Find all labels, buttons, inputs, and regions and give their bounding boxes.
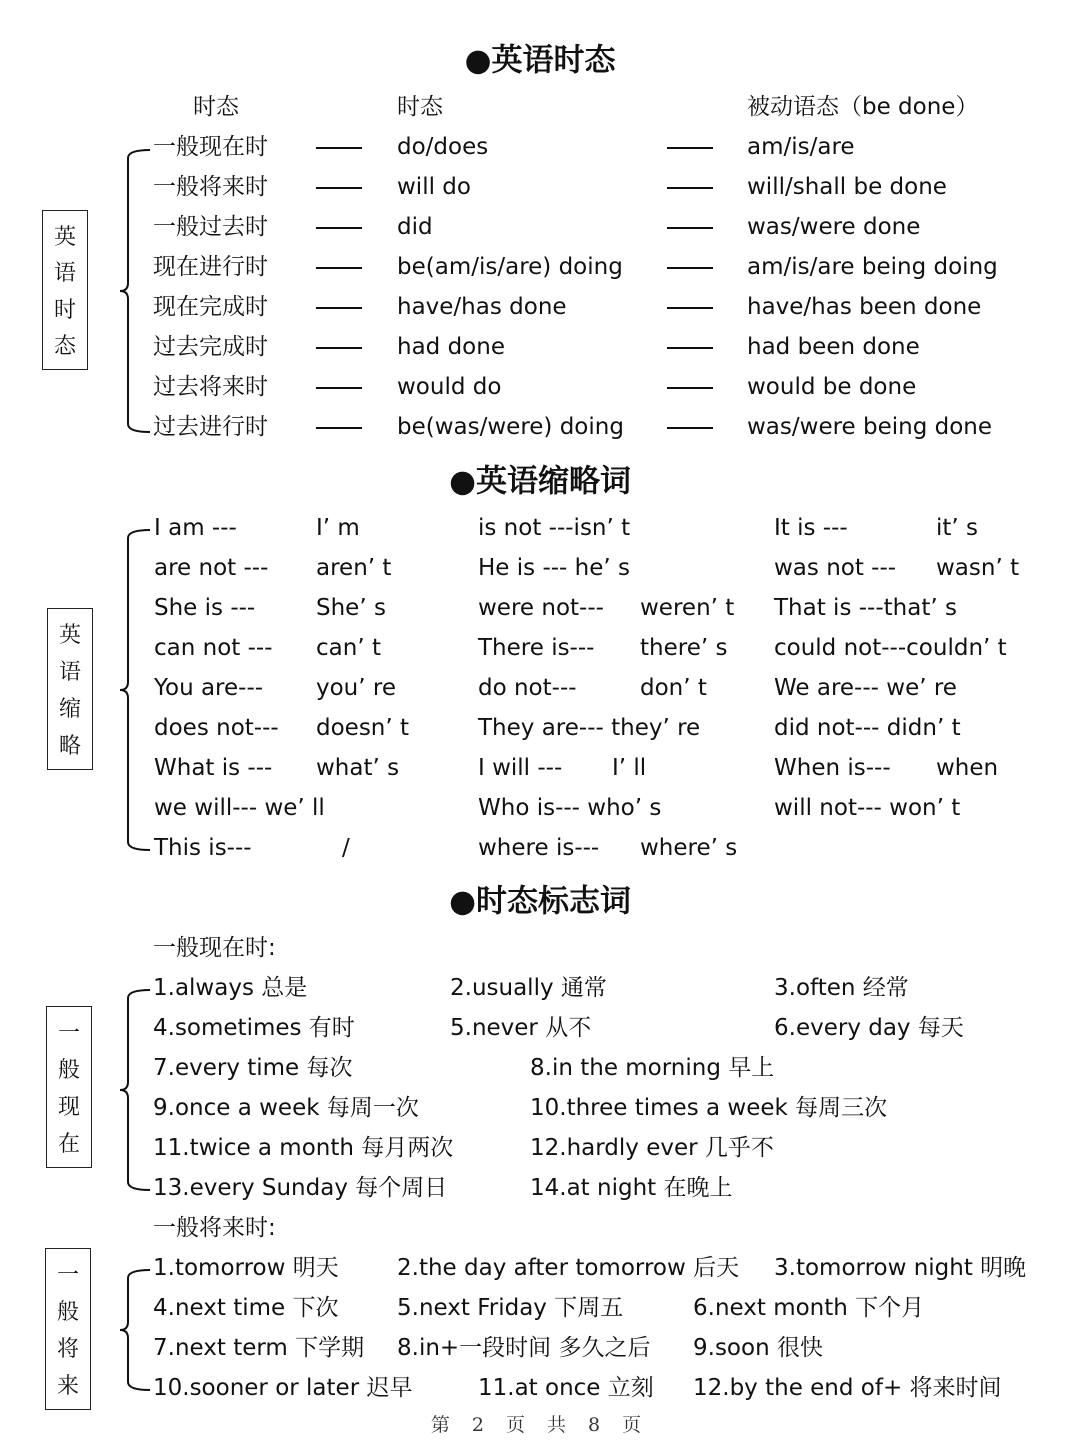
contraction: I’ m bbox=[316, 515, 360, 541]
signal-word: 11.twice a month 每月两次 bbox=[153, 1135, 454, 1161]
page-footer: 第 2 页 共 8 页 bbox=[430, 1414, 650, 1436]
full-phrase: There is--- bbox=[478, 635, 595, 661]
signal-word: 8.in the morning 早上 bbox=[530, 1055, 775, 1081]
active-form: did bbox=[397, 214, 433, 240]
full-phrase: Who is--- who’ s bbox=[478, 795, 662, 821]
signal-word: 12.by the end of+ 将来时间 bbox=[693, 1375, 1002, 1401]
signal-word: 14.at night 在晚上 bbox=[530, 1175, 733, 1201]
signal-word: 10.sooner or later 迟早 bbox=[153, 1375, 413, 1401]
signal-word: 10.three times a week 每周三次 bbox=[530, 1095, 888, 1121]
section-title-contractions: ●英语缩略词 bbox=[448, 463, 632, 500]
curly-bracket bbox=[120, 990, 150, 1190]
section-title-signal-words: ●时态标志词 bbox=[448, 883, 632, 920]
contraction: it’ s bbox=[936, 515, 979, 541]
full-phrase: We are--- we’ re bbox=[774, 675, 957, 701]
box-char: 英 bbox=[58, 623, 81, 648]
full-phrase: That is ---that’ s bbox=[774, 595, 957, 621]
box-char: 态 bbox=[53, 334, 76, 360]
signal-word: 7.next term 下学期 bbox=[153, 1335, 365, 1361]
signal-word: 13.every Sunday 每个周日 bbox=[153, 1175, 448, 1201]
tense-name: 过去完成时 bbox=[153, 334, 268, 360]
passive-form: am/is/are bbox=[747, 134, 855, 160]
full-phrase: we will--- we’ ll bbox=[154, 795, 325, 821]
box-char: 略 bbox=[58, 734, 81, 759]
full-phrase: could not---couldn’ t bbox=[774, 635, 1007, 661]
active-form: be(was/were) doing bbox=[397, 414, 624, 440]
signal-word: 1.always 总是 bbox=[153, 975, 308, 1001]
signal-word: 11.at once 立刻 bbox=[478, 1375, 654, 1401]
contraction: there’ s bbox=[640, 635, 728, 661]
full-phrase: do not--- bbox=[478, 675, 577, 701]
contraction: She’ s bbox=[316, 595, 386, 621]
full-phrase: What is --- bbox=[154, 755, 273, 781]
curly-bracket bbox=[120, 530, 150, 850]
contraction: where’ s bbox=[640, 835, 738, 861]
signal-word: 9.once a week 每周一次 bbox=[153, 1095, 419, 1121]
full-phrase: I will --- bbox=[478, 755, 563, 781]
column-header: 时态 bbox=[397, 94, 443, 120]
full-phrase: was not --- bbox=[774, 555, 897, 581]
full-phrase: are not --- bbox=[154, 555, 269, 581]
full-phrase: When is--- bbox=[774, 755, 891, 781]
signal-word: 1.tomorrow 明天 bbox=[153, 1255, 339, 1281]
box-char: 英 bbox=[53, 224, 76, 250]
full-phrase: will not--- won’ t bbox=[774, 795, 961, 821]
signal-word: 3.tomorrow night 明晚 bbox=[774, 1255, 1027, 1281]
contraction: weren’ t bbox=[640, 595, 735, 621]
signal-word: 4.next time 下次 bbox=[153, 1295, 339, 1321]
active-form: have/has done bbox=[397, 294, 567, 320]
passive-form: had been done bbox=[747, 334, 920, 360]
signal-word: 2.usually 通常 bbox=[450, 975, 607, 1001]
tense-name: 过去进行时 bbox=[153, 414, 268, 440]
active-form: do/does bbox=[397, 134, 489, 160]
contraction: I’ ll bbox=[612, 755, 647, 781]
column-header: 被动语态（be done） bbox=[747, 94, 979, 120]
tense-name: 一般现在时 bbox=[153, 134, 268, 160]
signal-word: 6.every day 每天 bbox=[774, 1015, 964, 1041]
active-form: be(am/is/are) doing bbox=[397, 254, 623, 280]
full-phrase: It is --- bbox=[774, 515, 848, 541]
passive-form: am/is/are being doing bbox=[747, 254, 998, 280]
signal-word: 6.next month 下个月 bbox=[693, 1295, 925, 1321]
column-header: 时态 bbox=[193, 94, 239, 120]
signal-word: 8.in+一段时间 多久之后 bbox=[397, 1335, 651, 1361]
full-phrase: She is --- bbox=[154, 595, 256, 621]
signal-word: 12.hardly ever 几乎不 bbox=[530, 1135, 774, 1161]
contraction: doesn’ t bbox=[316, 715, 410, 741]
full-phrase: They are--- they’ re bbox=[478, 715, 701, 741]
passive-form: will/shall be done bbox=[747, 174, 947, 200]
contraction: when bbox=[936, 755, 999, 781]
full-phrase: This is--- bbox=[154, 835, 252, 861]
passive-form: was/were being done bbox=[747, 414, 993, 440]
box-char: 般 bbox=[56, 1300, 79, 1325]
contraction: / bbox=[342, 835, 350, 861]
curly-bracket bbox=[120, 1270, 150, 1390]
box-char: 一 bbox=[56, 1263, 79, 1288]
subsection-label: 一般将来时: bbox=[153, 1215, 276, 1241]
full-phrase: I am --- bbox=[154, 515, 237, 541]
active-form: will do bbox=[397, 174, 471, 200]
box-char: 在 bbox=[57, 1132, 80, 1157]
box-char: 语 bbox=[58, 660, 81, 685]
full-phrase: where is--- bbox=[478, 835, 600, 861]
section-title-tenses: ●英语时态 bbox=[464, 42, 616, 79]
contraction: you’ re bbox=[316, 675, 396, 701]
tense-name: 一般将来时 bbox=[153, 174, 268, 200]
tense-name: 现在完成时 bbox=[153, 294, 268, 320]
signal-word: 2.the day after tomorrow 后天 bbox=[397, 1255, 740, 1281]
full-phrase: He is --- he’ s bbox=[478, 555, 630, 581]
box-char: 缩 bbox=[58, 697, 81, 722]
contraction: wasn’ t bbox=[936, 555, 1020, 581]
signal-word: 5.never 从不 bbox=[450, 1015, 592, 1041]
full-phrase: does not--- bbox=[154, 715, 279, 741]
box-char: 将 bbox=[56, 1337, 79, 1362]
box-char: 一 bbox=[57, 1021, 80, 1046]
box-char: 般 bbox=[57, 1058, 80, 1083]
contraction: aren’ t bbox=[316, 555, 392, 581]
signal-word: 3.often 经常 bbox=[774, 975, 909, 1001]
contraction: what’ s bbox=[316, 755, 400, 781]
full-phrase: were not--- bbox=[478, 595, 604, 621]
passive-form: was/were done bbox=[747, 214, 921, 240]
full-phrase: You are--- bbox=[154, 675, 264, 701]
box-char: 来 bbox=[56, 1374, 79, 1399]
tense-name: 一般过去时 bbox=[153, 214, 268, 240]
signal-word: 5.next Friday 下周五 bbox=[397, 1295, 624, 1321]
full-phrase: did not--- didn’ t bbox=[774, 715, 961, 741]
full-phrase: can not --- bbox=[154, 635, 273, 661]
signal-word: 9.soon 很快 bbox=[693, 1335, 823, 1361]
passive-form: would be done bbox=[747, 374, 917, 400]
box-char: 时 bbox=[53, 297, 76, 323]
signal-word: 4.sometimes 有时 bbox=[153, 1015, 355, 1041]
full-phrase: is not ---isn’ t bbox=[478, 515, 631, 541]
box-char: 语 bbox=[53, 261, 76, 287]
contraction: can’ t bbox=[316, 635, 381, 661]
tense-name: 过去将来时 bbox=[153, 374, 268, 400]
passive-form: have/has been done bbox=[747, 294, 982, 320]
box-char: 现 bbox=[57, 1095, 80, 1120]
curly-bracket bbox=[120, 150, 150, 432]
signal-word: 7.every time 每次 bbox=[153, 1055, 353, 1081]
tense-name: 现在进行时 bbox=[153, 254, 268, 280]
active-form: had done bbox=[397, 334, 505, 360]
contraction: don’ t bbox=[640, 675, 707, 701]
subsection-label: 一般现在时: bbox=[153, 935, 276, 961]
active-form: would do bbox=[397, 374, 502, 400]
